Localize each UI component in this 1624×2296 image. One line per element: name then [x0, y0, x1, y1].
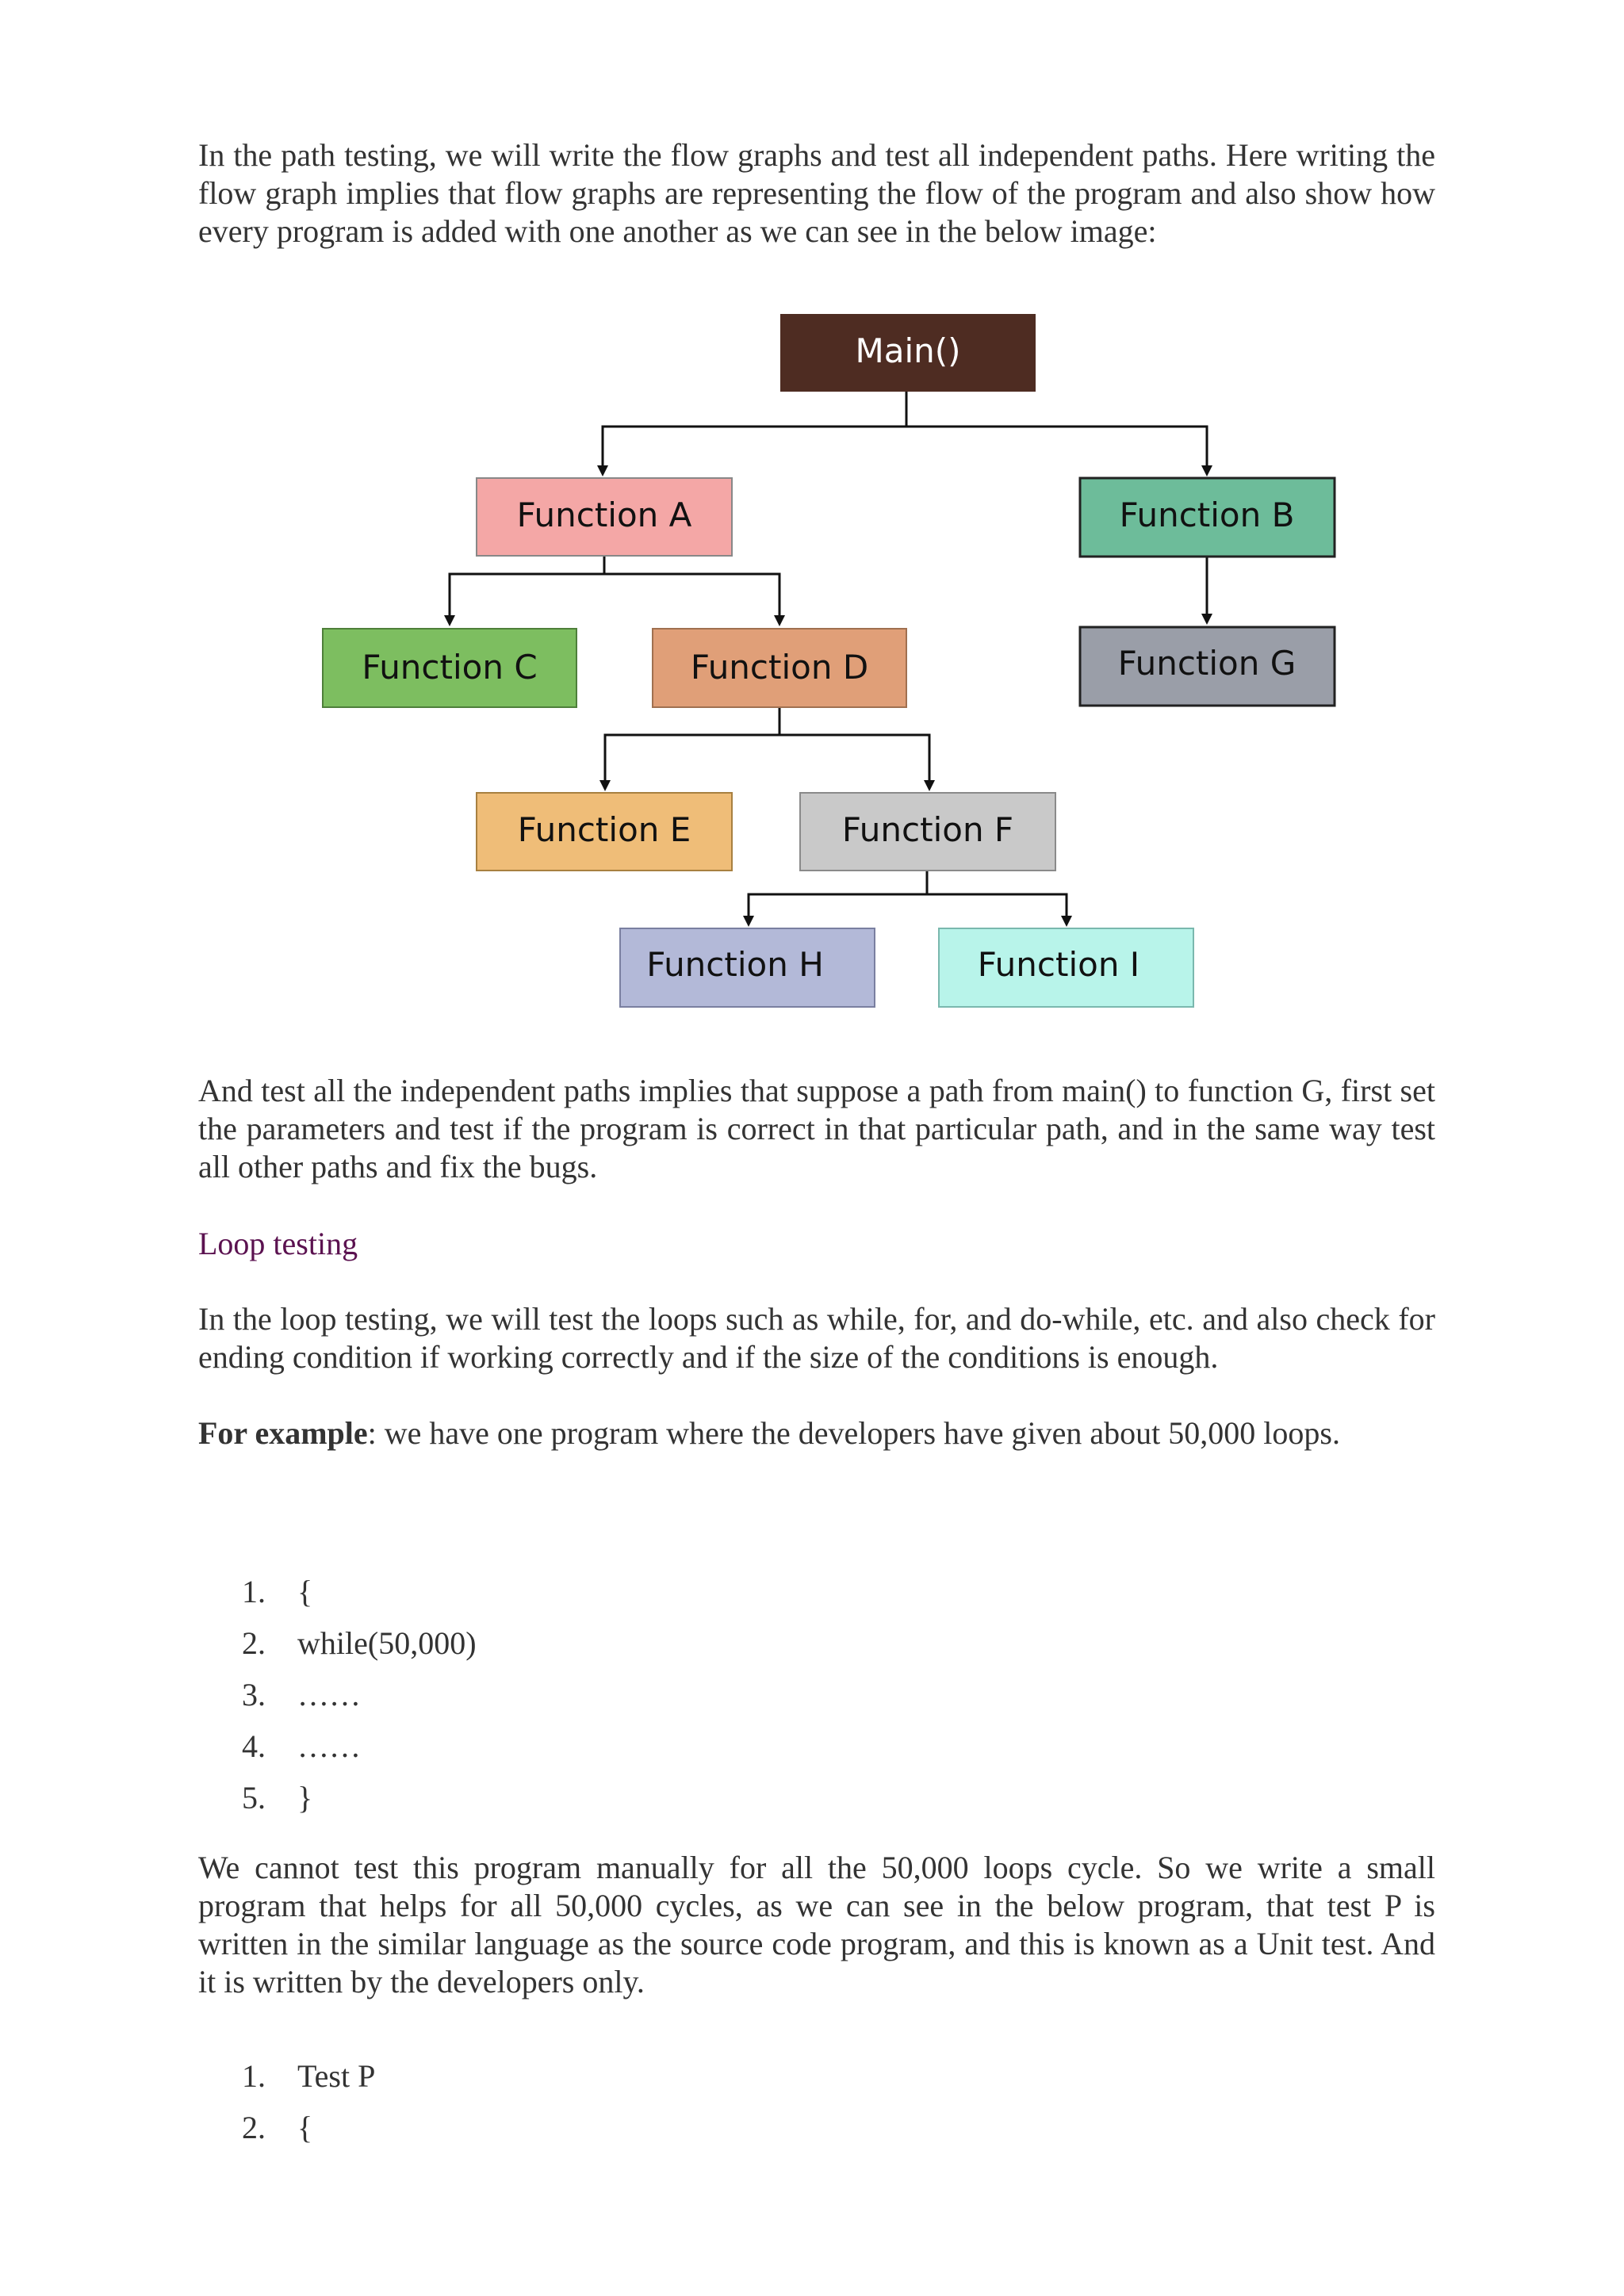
- node-function-b-label: Function B: [1119, 496, 1295, 534]
- loop-intro-paragraph: In the loop testing, we will test the loops such as while, for, and do-while, etc. and also check for ending condition if working correctly and if the size of the conditions is enough.: [198, 1301, 1435, 1375]
- node-function-f: [800, 793, 1055, 871]
- list-item: 2. {: [242, 2110, 313, 2145]
- node-function-h: [620, 928, 875, 1007]
- node-main-label: Main(): [855, 331, 961, 370]
- example-paragraph: [198, 1414, 1435, 1452]
- edge-f-i: [927, 894, 1067, 924]
- list-item: 1. Test P: [242, 2058, 376, 2094]
- intro-paragraph: In the path testing, we will write the flow graphs and test all independent paths. Here writing the flow graph implies that flow graphs are representing the flow of the program and also show how every program is added with one another as we can see in the below image:: [198, 137, 1435, 249]
- loop-testing-heading: Loop testing: [198, 1226, 358, 1261]
- unit-test-paragraph: We cannot test this program manually for all the 50,000 loops cycle. So we write a small program that helps for all 50,000 cycles, as we can see in the below program, that test P is written in the similar language as the source code program, and this is known as a Unit test. And it is written by the developers only.: [198, 1850, 1435, 1999]
- independent-paths-paragraph: And test all the independent paths implies that suppose a path from main() to function G, first set the parameters and test if the program is correct in that particular path, and in the same way test all other paths and fix the bugs.: [198, 1073, 1435, 1184]
- node-function-c-label: Function C: [362, 648, 538, 687]
- node-function-h-label: Function H: [646, 945, 824, 984]
- edge-a-d: [604, 574, 779, 624]
- edge-d-f: [779, 735, 929, 789]
- node-function-f-label: Function F: [841, 810, 1014, 849]
- node-function-a: [477, 478, 732, 556]
- example-bold-label: For example: [198, 1415, 368, 1451]
- list-item: 2. while(50,000): [242, 1625, 477, 1661]
- node-function-i: [939, 928, 1193, 1007]
- node-function-e-label: Function E: [517, 810, 691, 849]
- edge-d-e: [605, 707, 779, 789]
- edge-a-c: [450, 556, 604, 624]
- edge-f-h: [749, 871, 927, 924]
- node-function-b: [1080, 478, 1335, 557]
- node-function-d-label: Function D: [690, 648, 869, 687]
- list-item: 4. ……: [242, 1728, 361, 1764]
- node-function-e: [477, 793, 732, 871]
- flow-graph-diagram: [0, 0, 1624, 1031]
- node-function-d: [653, 629, 906, 707]
- edge-main-a: [603, 391, 906, 474]
- code-list-test-p: [242, 2050, 375, 2153]
- list-item: 1. {: [242, 1574, 313, 1609]
- edge-main-b: [906, 427, 1207, 474]
- node-function-a-label: Function A: [516, 496, 692, 534]
- node-main: [781, 315, 1035, 391]
- node-function-g: [1080, 627, 1335, 706]
- node-function-i-label: Function I: [977, 945, 1140, 984]
- node-function-g-label: Function G: [1117, 644, 1297, 683]
- list-item: 5. }: [242, 1780, 313, 1816]
- node-function-c: [323, 629, 576, 707]
- example-text: : we have one program where the developers have given about 50,000 loops.: [367, 1415, 1340, 1451]
- list-item: 3. ……: [242, 1677, 361, 1712]
- code-list-while: [242, 1566, 477, 1823]
